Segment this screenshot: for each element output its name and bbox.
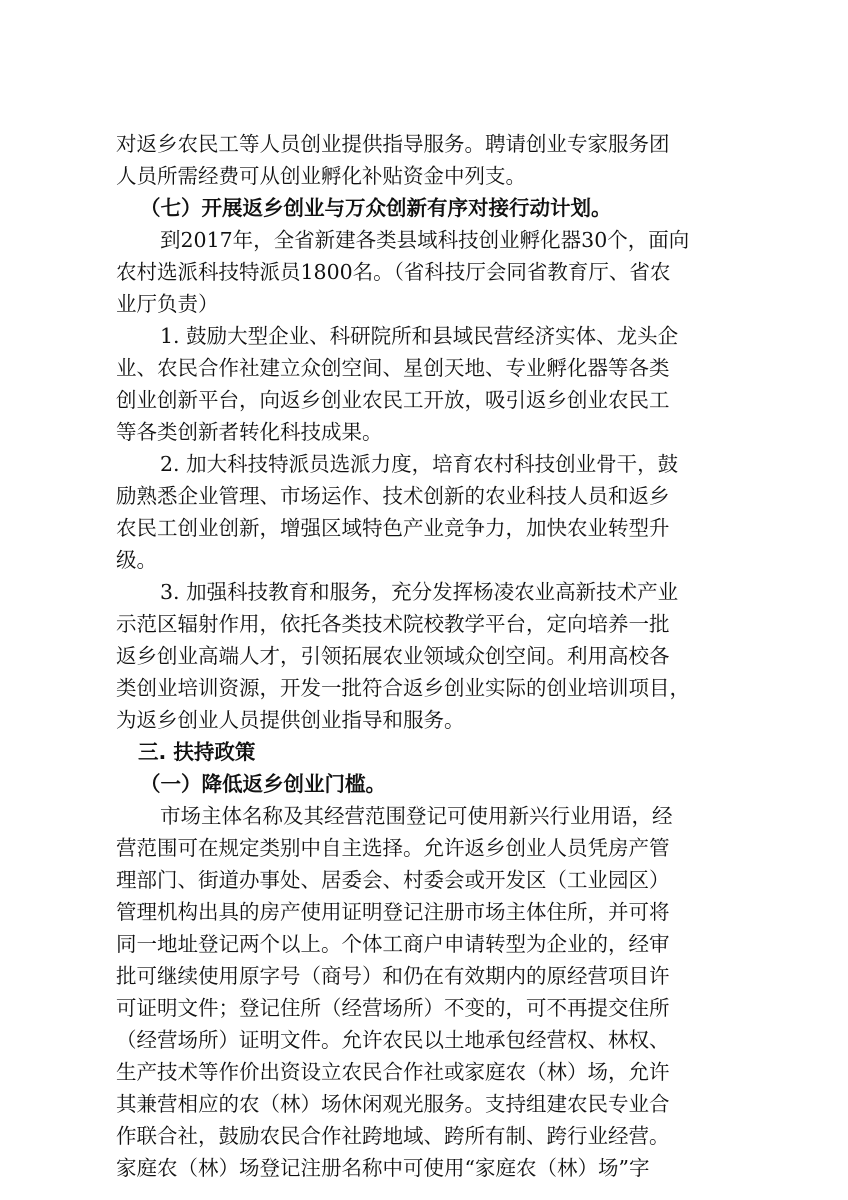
- body-text-line: 家庭农（林）场登记注册名称中可使用“家庭农（林）场”字: [116, 1156, 650, 1180]
- body-text-line: 可证明文件；登记住所（经营场所）不变的，可不再提交住所: [116, 996, 670, 1020]
- section-heading-7: （七）开展返乡创业与万众创新有序对接行动计划。: [140, 196, 612, 220]
- body-text-line: 业、农民合作社建立众创空间、星创天地、专业孵化器等各类: [116, 356, 670, 380]
- body-text-line: 批可继续使用原字号（商号）和仍在有效期内的原经营项目许: [116, 964, 670, 988]
- chapter-heading: 三. 扶持政策: [138, 740, 256, 764]
- body-text-line: 市场主体名称及其经营范围登记可使用新兴行业用语，经: [160, 804, 673, 828]
- body-text-line: 作联合社，鼓励农民合作社跨地域、跨所有制、跨行业经营。: [116, 1124, 670, 1148]
- body-text-line: 等各类创新者转化科技成果。: [116, 420, 383, 444]
- body-text-line: 管理机构出具的房产使用证明登记注册市场主体住所，并可将: [116, 900, 670, 924]
- body-text-line: （经营场所）证明文件。允许农民以土地承包经营权、林权、: [116, 1028, 670, 1052]
- list-item-3: 3. 加强科技教育和服务，充分发挥杨凌农业高新技术产业: [160, 580, 679, 604]
- body-text-line: 同一地址登记两个以上。个体工商户申请转型为企业的，经审: [116, 932, 670, 956]
- body-text-line: 业厅负责）: [116, 292, 219, 316]
- body-text-line: 营范围可在规定类别中自主选择。允许返乡创业人员凭房产管: [116, 836, 670, 860]
- body-text-line: 创业创新平台，向返乡创业农民工开放，吸引返乡创业农民工: [116, 388, 670, 412]
- body-text-line: 农村选派科技特派员1800名。（省科技厅会同省教育厅、省农: [116, 260, 671, 284]
- body-text-line: 人员所需经费可从创业孵化补贴资金中列支。: [116, 164, 526, 188]
- body-text-line: 其兼营相应的农（林）场休闲观光服务。支持组建农民专业合: [116, 1092, 670, 1116]
- body-text-line: 类创业培训资源，开发一批符合返乡创业实际的创业培训项目，: [116, 676, 690, 700]
- body-text-line: 返乡创业高端人才，引领拓展农业领域众创空间。利用高校各: [116, 644, 670, 668]
- list-item-1: 1. 鼓励大型企业、科研院所和县域民营经济实体、龙头企: [160, 324, 679, 348]
- body-text-line: 农民工创业创新，增强区域特色产业竞争力，加快农业转型升: [116, 516, 670, 540]
- body-text-line: 生产技术等作价出资设立农民合作社或家庭农（林）场，允许: [116, 1060, 670, 1084]
- body-text-line: 级。: [116, 548, 157, 572]
- body-text-line: 为返乡创业人员提供创业指导和服务。: [116, 708, 465, 732]
- section-heading-1: （一）降低返乡创业门槛。: [140, 772, 386, 796]
- body-text-line: 对返乡农民工等人员创业提供指导服务。聘请创业专家服务团: [116, 132, 670, 156]
- body-text-line: 到2017年，全省新建各类县域科技创业孵化器30个，面向: [160, 228, 690, 252]
- body-text-line: 示范区辐射作用，依托各类技术院校教学平台，定向培养一批: [116, 612, 670, 636]
- list-item-2: 2. 加大科技特派员选派力度，培育农村科技创业骨干，鼓: [160, 452, 679, 476]
- body-text-line: 理部门、街道办事处、居委会、村委会或开发区（工业园区）: [116, 868, 670, 892]
- body-text-line: 励熟悉企业管理、市场运作、技术创新的农业科技人员和返乡: [116, 484, 670, 508]
